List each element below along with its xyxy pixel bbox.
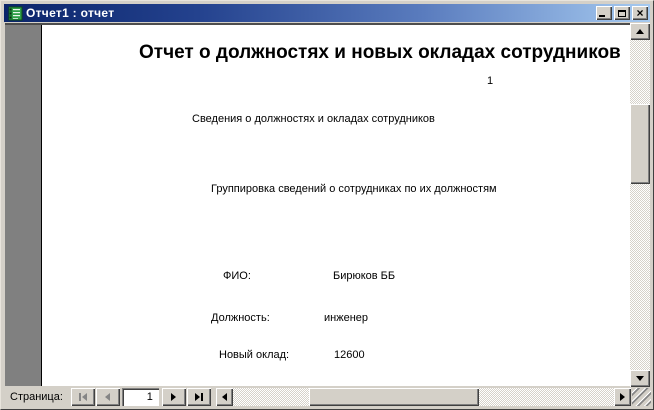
- page-number-input[interactable]: [122, 388, 159, 406]
- horizontal-scroll-track[interactable]: [233, 388, 614, 406]
- report-preview-area[interactable]: [5, 23, 630, 386]
- scroll-up-button[interactable]: [630, 23, 650, 40]
- window-controls: [596, 6, 648, 20]
- arrow-up-icon: [636, 29, 644, 34]
- last-page-button[interactable]: [187, 388, 211, 406]
- prev-page-icon: [105, 393, 110, 401]
- first-page-button[interactable]: [71, 388, 95, 406]
- window-title: Отчет1 : отчет: [26, 6, 115, 20]
- last-page-icon: [195, 393, 200, 401]
- arrow-right-icon: [620, 393, 625, 401]
- resize-grip[interactable]: [632, 388, 651, 406]
- minimize-button[interactable]: [596, 6, 612, 20]
- vertical-scroll-track[interactable]: [630, 40, 650, 370]
- scroll-right-button[interactable]: [614, 388, 631, 406]
- next-page-button[interactable]: [162, 388, 186, 406]
- vertical-scroll-thumb[interactable]: [630, 104, 650, 184]
- scroll-left-button[interactable]: [216, 388, 233, 406]
- report-subtitle: Сведения о должностях и окладах сотрудников: [192, 113, 435, 125]
- maximize-button[interactable]: [614, 6, 630, 20]
- status-bar: [5, 387, 651, 406]
- report-group-note: Группировка сведений о сотрудниках по их должностям: [211, 183, 497, 195]
- arrow-down-icon: [636, 376, 644, 381]
- scroll-down-button[interactable]: [630, 370, 650, 387]
- minimize-icon: [599, 15, 605, 17]
- next-page-icon: [171, 393, 176, 401]
- vertical-scrollbar[interactable]: [630, 23, 650, 387]
- report-page: [41, 25, 630, 386]
- field-value-position: инженер: [324, 312, 369, 324]
- first-page-icon: [79, 393, 81, 401]
- report-title: Отчет о должностях и новых окладах сотрудников: [139, 42, 621, 63]
- field-label-fio: ФИО:: [223, 270, 251, 282]
- close-icon: ×: [636, 5, 644, 20]
- report-page-number: 1: [487, 75, 494, 87]
- field-label-position: Должность:: [211, 312, 270, 324]
- close-button[interactable]: [632, 6, 648, 20]
- arrow-left-icon: [222, 393, 227, 401]
- page-label: Страница:: [10, 390, 63, 403]
- prev-page-button[interactable]: [96, 388, 120, 406]
- horizontal-scroll-thumb[interactable]: [309, 388, 479, 406]
- report-icon: [7, 6, 23, 21]
- maximize-icon: [618, 10, 626, 17]
- horizontal-scrollbar[interactable]: [216, 388, 631, 406]
- field-value-fio: Бирюков ББ: [333, 270, 396, 282]
- field-label-salary: Новый оклад:: [219, 349, 290, 361]
- titlebar[interactable]: [4, 4, 650, 22]
- field-value-salary: 12600: [334, 349, 365, 361]
